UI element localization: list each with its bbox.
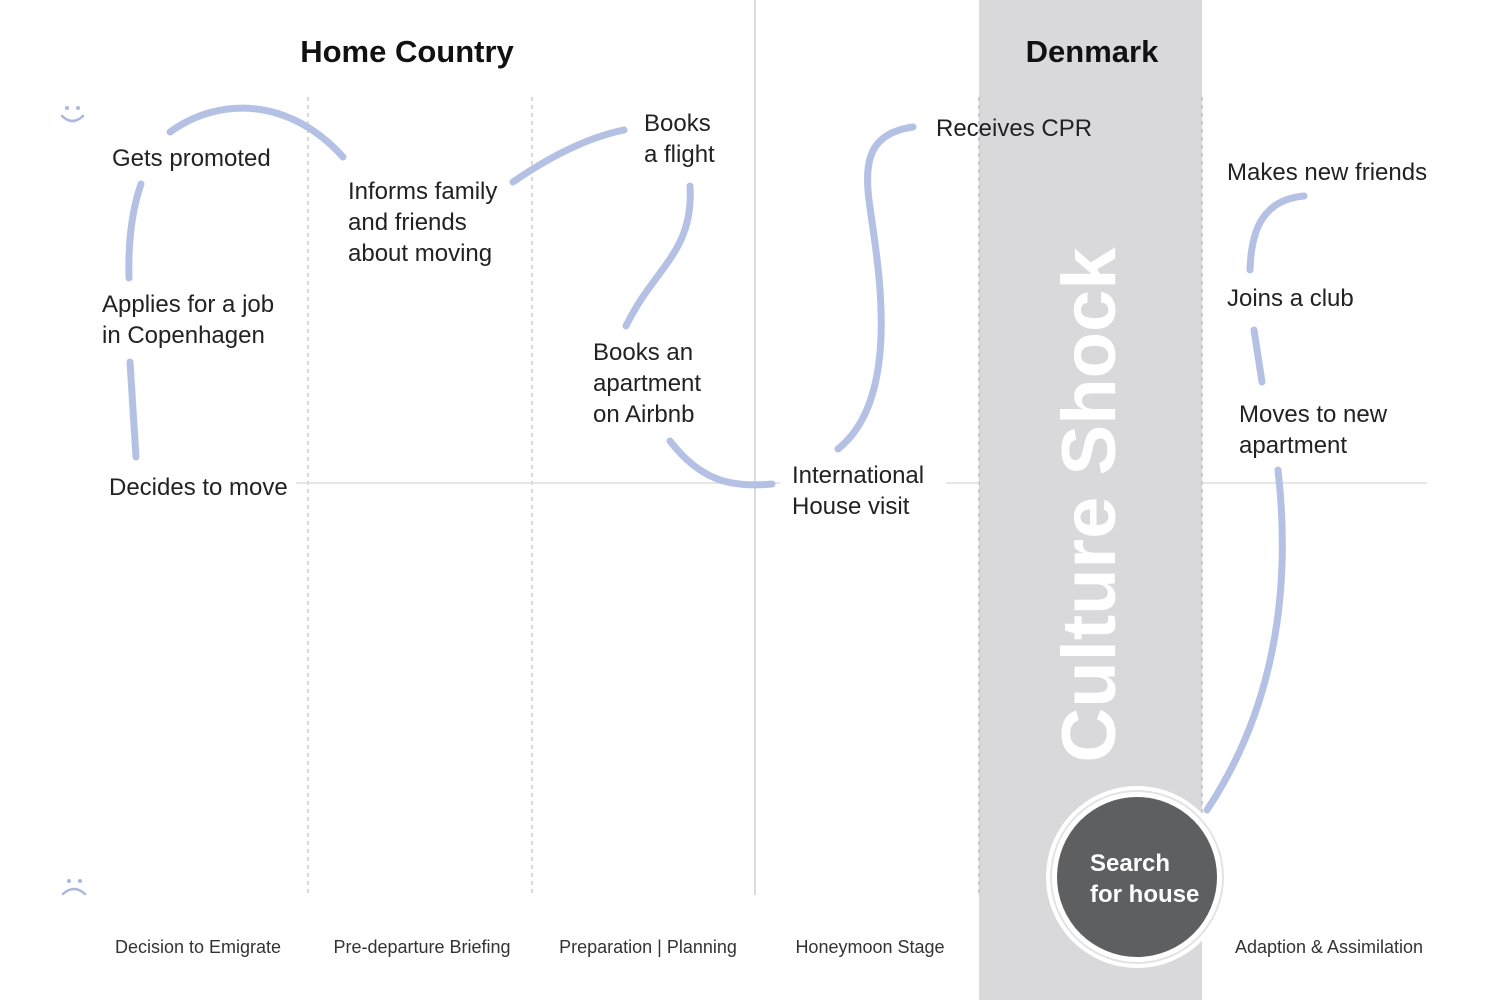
phase-label: Pre-departure Briefing: [333, 937, 511, 957]
home-country-header: Home Country: [300, 34, 514, 69]
event-joins-club: Joins a club: [1227, 285, 1354, 312]
event-moves-apartment-line-2: apartment: [1239, 432, 1348, 459]
search-for-house-marker: [1046, 786, 1228, 968]
event-decides-to-move: Decides to move: [109, 474, 288, 501]
curve-segment: [130, 362, 136, 457]
event-applies-job-line-2: in Copenhagen: [102, 322, 265, 349]
event-international-house-line-1: International: [792, 462, 925, 489]
curve-segment: [513, 130, 624, 182]
culture-shock-label: Culture Shock: [1047, 247, 1132, 763]
event-books-apartment-line-3: on Airbnb: [593, 401, 695, 428]
event-books-flight-line-2: a flight: [644, 141, 715, 168]
event-moves-apartment-line-1: Moves to new: [1239, 401, 1388, 428]
happy-face-icon: [62, 106, 83, 121]
curve-segment: [670, 441, 772, 485]
marker-disc: [1057, 797, 1217, 957]
event-applies-job-line-1: Applies for a job: [102, 291, 275, 318]
event-books-apartment-line-2: apartment: [593, 370, 702, 397]
event-international-house-line-2: House visit: [792, 493, 910, 520]
sad-face-icon: [63, 879, 85, 894]
event-makes-friends: Makes new friends: [1227, 159, 1428, 186]
highlight-event-line-1: Search: [1090, 850, 1171, 877]
event-gets-promoted: Gets promoted: [112, 145, 271, 172]
event-informs-family-line-2: and friends: [348, 209, 467, 236]
curve-segment: [129, 184, 141, 278]
curve-segment: [1254, 330, 1262, 382]
denmark-header: Denmark: [1025, 34, 1159, 69]
event-informs-family-line-1: Informs family: [348, 178, 498, 205]
event-books-flight-line-1: Books: [644, 110, 711, 137]
event-informs-family-line-3: about moving: [348, 240, 493, 267]
highlight-event-line-2: for house: [1090, 881, 1200, 908]
curve-segment: [838, 127, 913, 449]
curve-segment: [1250, 196, 1304, 270]
event-books-apartment-line-1: Books an: [593, 339, 694, 366]
phase-label: Preparation | Planning: [559, 937, 737, 957]
curve-segment: [626, 186, 690, 326]
event-receives-cpr: Receives CPR: [936, 115, 1093, 142]
phase-label: Decision to Emigrate: [114, 937, 282, 957]
phase-label: Honeymoon Stage: [795, 937, 945, 957]
phase-label: Adaption & Assimilation: [1234, 937, 1424, 957]
curve-segment: [1207, 470, 1282, 810]
